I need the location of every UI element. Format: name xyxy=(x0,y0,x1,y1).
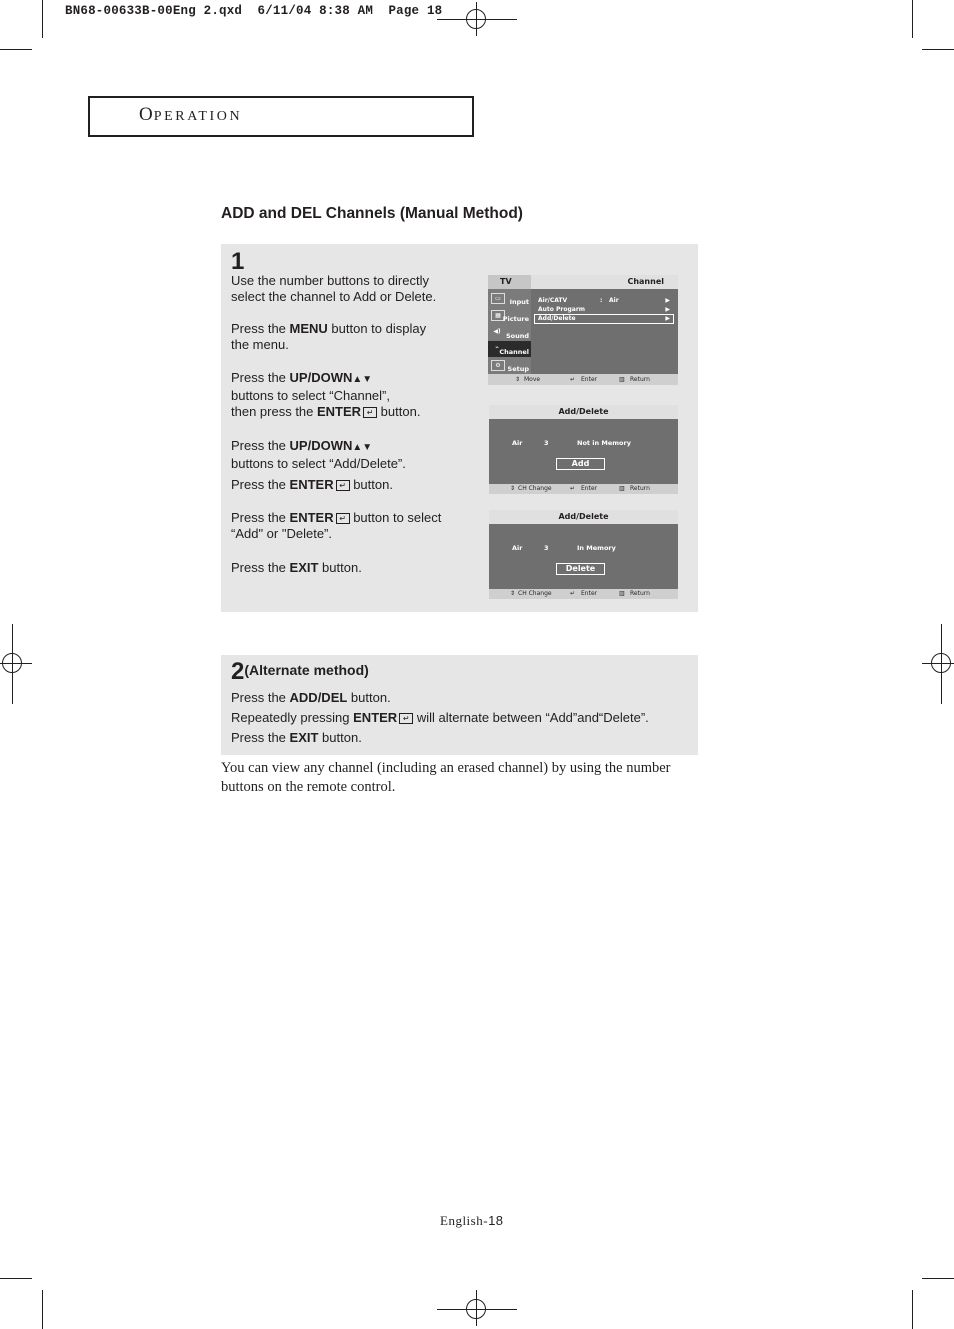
input-icon: ▭ xyxy=(491,293,505,304)
return-icon: ▥ xyxy=(619,376,625,383)
registration-circle xyxy=(466,1299,486,1319)
enter-icon: ↵ xyxy=(336,513,350,524)
step2-number: 2 xyxy=(231,658,245,685)
osd-menu-footer: ⇕ Move ↵ Enter ▥ Return xyxy=(488,374,678,385)
page-number: 18 xyxy=(488,1213,504,1228)
up-down-arrows-icon: ▲▼ xyxy=(352,442,373,453)
add-button[interactable]: Add xyxy=(556,458,605,470)
enter-icon: ↵ xyxy=(570,485,576,492)
step1-p6: Press the ENTER ↵ button to select xyxy=(231,510,442,525)
enter-icon: ↵ xyxy=(399,713,413,724)
osd-side-sound: ◀) Sound xyxy=(488,325,531,341)
footer-label: English- xyxy=(440,1213,489,1228)
osd-add-info: Air 3 Not in Memory xyxy=(512,439,631,447)
step2-title: (Alternate method) xyxy=(244,662,369,678)
crop-mark xyxy=(922,1278,954,1279)
osd-delete-screen xyxy=(489,510,678,599)
step2-line2: Repeatedly pressing ENTER ↵ will alternate between “Add”and“Delete”. xyxy=(231,710,649,725)
step1-p5: Press the ENTER ↵ button. xyxy=(231,477,393,492)
ch-change-icon: ⇕ xyxy=(510,485,516,492)
enter-icon: ↵ xyxy=(363,407,377,418)
section-title xyxy=(139,104,242,126)
step1-p3-line2: buttons to select “Channel”, xyxy=(231,388,390,403)
step1-p3-line3: then press the ENTER ↵ button. xyxy=(231,404,421,419)
osd-delete-body xyxy=(489,524,678,590)
ch-change-icon: ⇕ xyxy=(510,590,516,597)
return-icon: ▥ xyxy=(619,485,625,492)
crop-mark xyxy=(0,1278,32,1279)
arrow-right-icon: ▶ xyxy=(665,315,670,322)
setup-icon: ⚙ xyxy=(491,360,505,371)
osd-channel-menu xyxy=(488,275,678,385)
page-footer xyxy=(440,1213,504,1229)
crop-mark xyxy=(42,0,43,38)
step1-p6-line2: “Add" or "Delete”. xyxy=(231,526,332,541)
crop-mark xyxy=(42,1290,43,1329)
print-header: BN68-00633B-00Eng 2.qxd 6/11/04 8:38 AM Page 18 xyxy=(65,4,443,18)
crop-mark xyxy=(912,1290,913,1329)
delete-button[interactable]: Delete xyxy=(556,563,605,575)
crop-mark xyxy=(912,0,913,38)
osd-delete-footer: ⇕ CH Change ↵ Enter ▥ Return xyxy=(489,589,678,599)
step1-text xyxy=(231,273,471,576)
step1-p3: Press the UP/DOWN▲▼ xyxy=(231,370,373,385)
osd-menu-title: Channel xyxy=(531,275,678,289)
section-initial: O xyxy=(139,104,154,125)
arrow-right-icon: ▶ xyxy=(665,297,670,304)
section-rest: PERATION xyxy=(153,109,243,124)
step1-p7: Press the EXIT button. xyxy=(231,560,362,575)
step1-number: 1 xyxy=(231,248,245,275)
picture-icon: ▦ xyxy=(491,310,505,321)
osd-add-body xyxy=(489,419,678,485)
up-down-arrows-icon: ▲▼ xyxy=(352,374,373,385)
osd-side-input: ▭ Input xyxy=(488,291,531,307)
channel-icon: ⌁ xyxy=(495,344,499,351)
osd-delete-info: Air 3 In Memory xyxy=(512,544,616,552)
osd-delete-title: Add/Delete xyxy=(489,510,678,524)
enter-icon: ↵ xyxy=(570,376,576,383)
osd-row-auto-program: Auto Progarm ▶ xyxy=(538,306,670,313)
sound-icon: ◀) xyxy=(493,328,501,335)
osd-row-add-delete: Add/Delete ▶ xyxy=(534,314,674,324)
arrow-right-icon: ▶ xyxy=(665,306,670,313)
osd-add-screen xyxy=(489,405,678,494)
page-heading: ADD and DEL Channels (Manual Method) xyxy=(221,205,523,222)
osd-add-title: Add/Delete xyxy=(489,405,678,419)
crop-mark xyxy=(922,49,954,50)
move-icon: ⇕ xyxy=(515,376,521,383)
step2-line1: Press the ADD/DEL button. xyxy=(231,690,391,705)
step1-p2: Press the MENU button to display the menu. xyxy=(231,321,427,352)
step2-line3: Press the EXIT button. xyxy=(231,730,362,745)
step1-p4: Press the UP/DOWN▲▼ xyxy=(231,438,373,453)
osd-tv-tab: TV xyxy=(488,275,531,289)
crop-mark xyxy=(0,49,32,50)
osd-row-air-catv: Air/CATV : Air ▶ xyxy=(538,297,670,304)
step1-p4-line2: buttons to select “Add/Delete”. xyxy=(231,456,406,471)
osd-side-picture: ▦ Picture xyxy=(488,308,531,324)
osd-add-footer: ⇕ CH Change ↵ Enter ▥ Return xyxy=(489,484,678,494)
osd-side-setup: ⚙ Setup xyxy=(488,358,531,374)
return-icon: ▥ xyxy=(619,590,625,597)
registration-circle xyxy=(931,653,951,673)
enter-icon: ↵ xyxy=(336,480,350,491)
note-text: You can view any channel (including an erased channel) by using the number buttons on the remote control. xyxy=(221,760,671,795)
osd-side-channel: ⌁ Channel xyxy=(488,341,531,357)
enter-icon: ↵ xyxy=(570,590,576,597)
step1-p1: Use the number buttons to directly select the channel to Add or Delete. xyxy=(231,273,437,304)
step2-heading xyxy=(231,660,369,684)
registration-circle xyxy=(466,9,486,29)
registration-circle xyxy=(2,653,22,673)
